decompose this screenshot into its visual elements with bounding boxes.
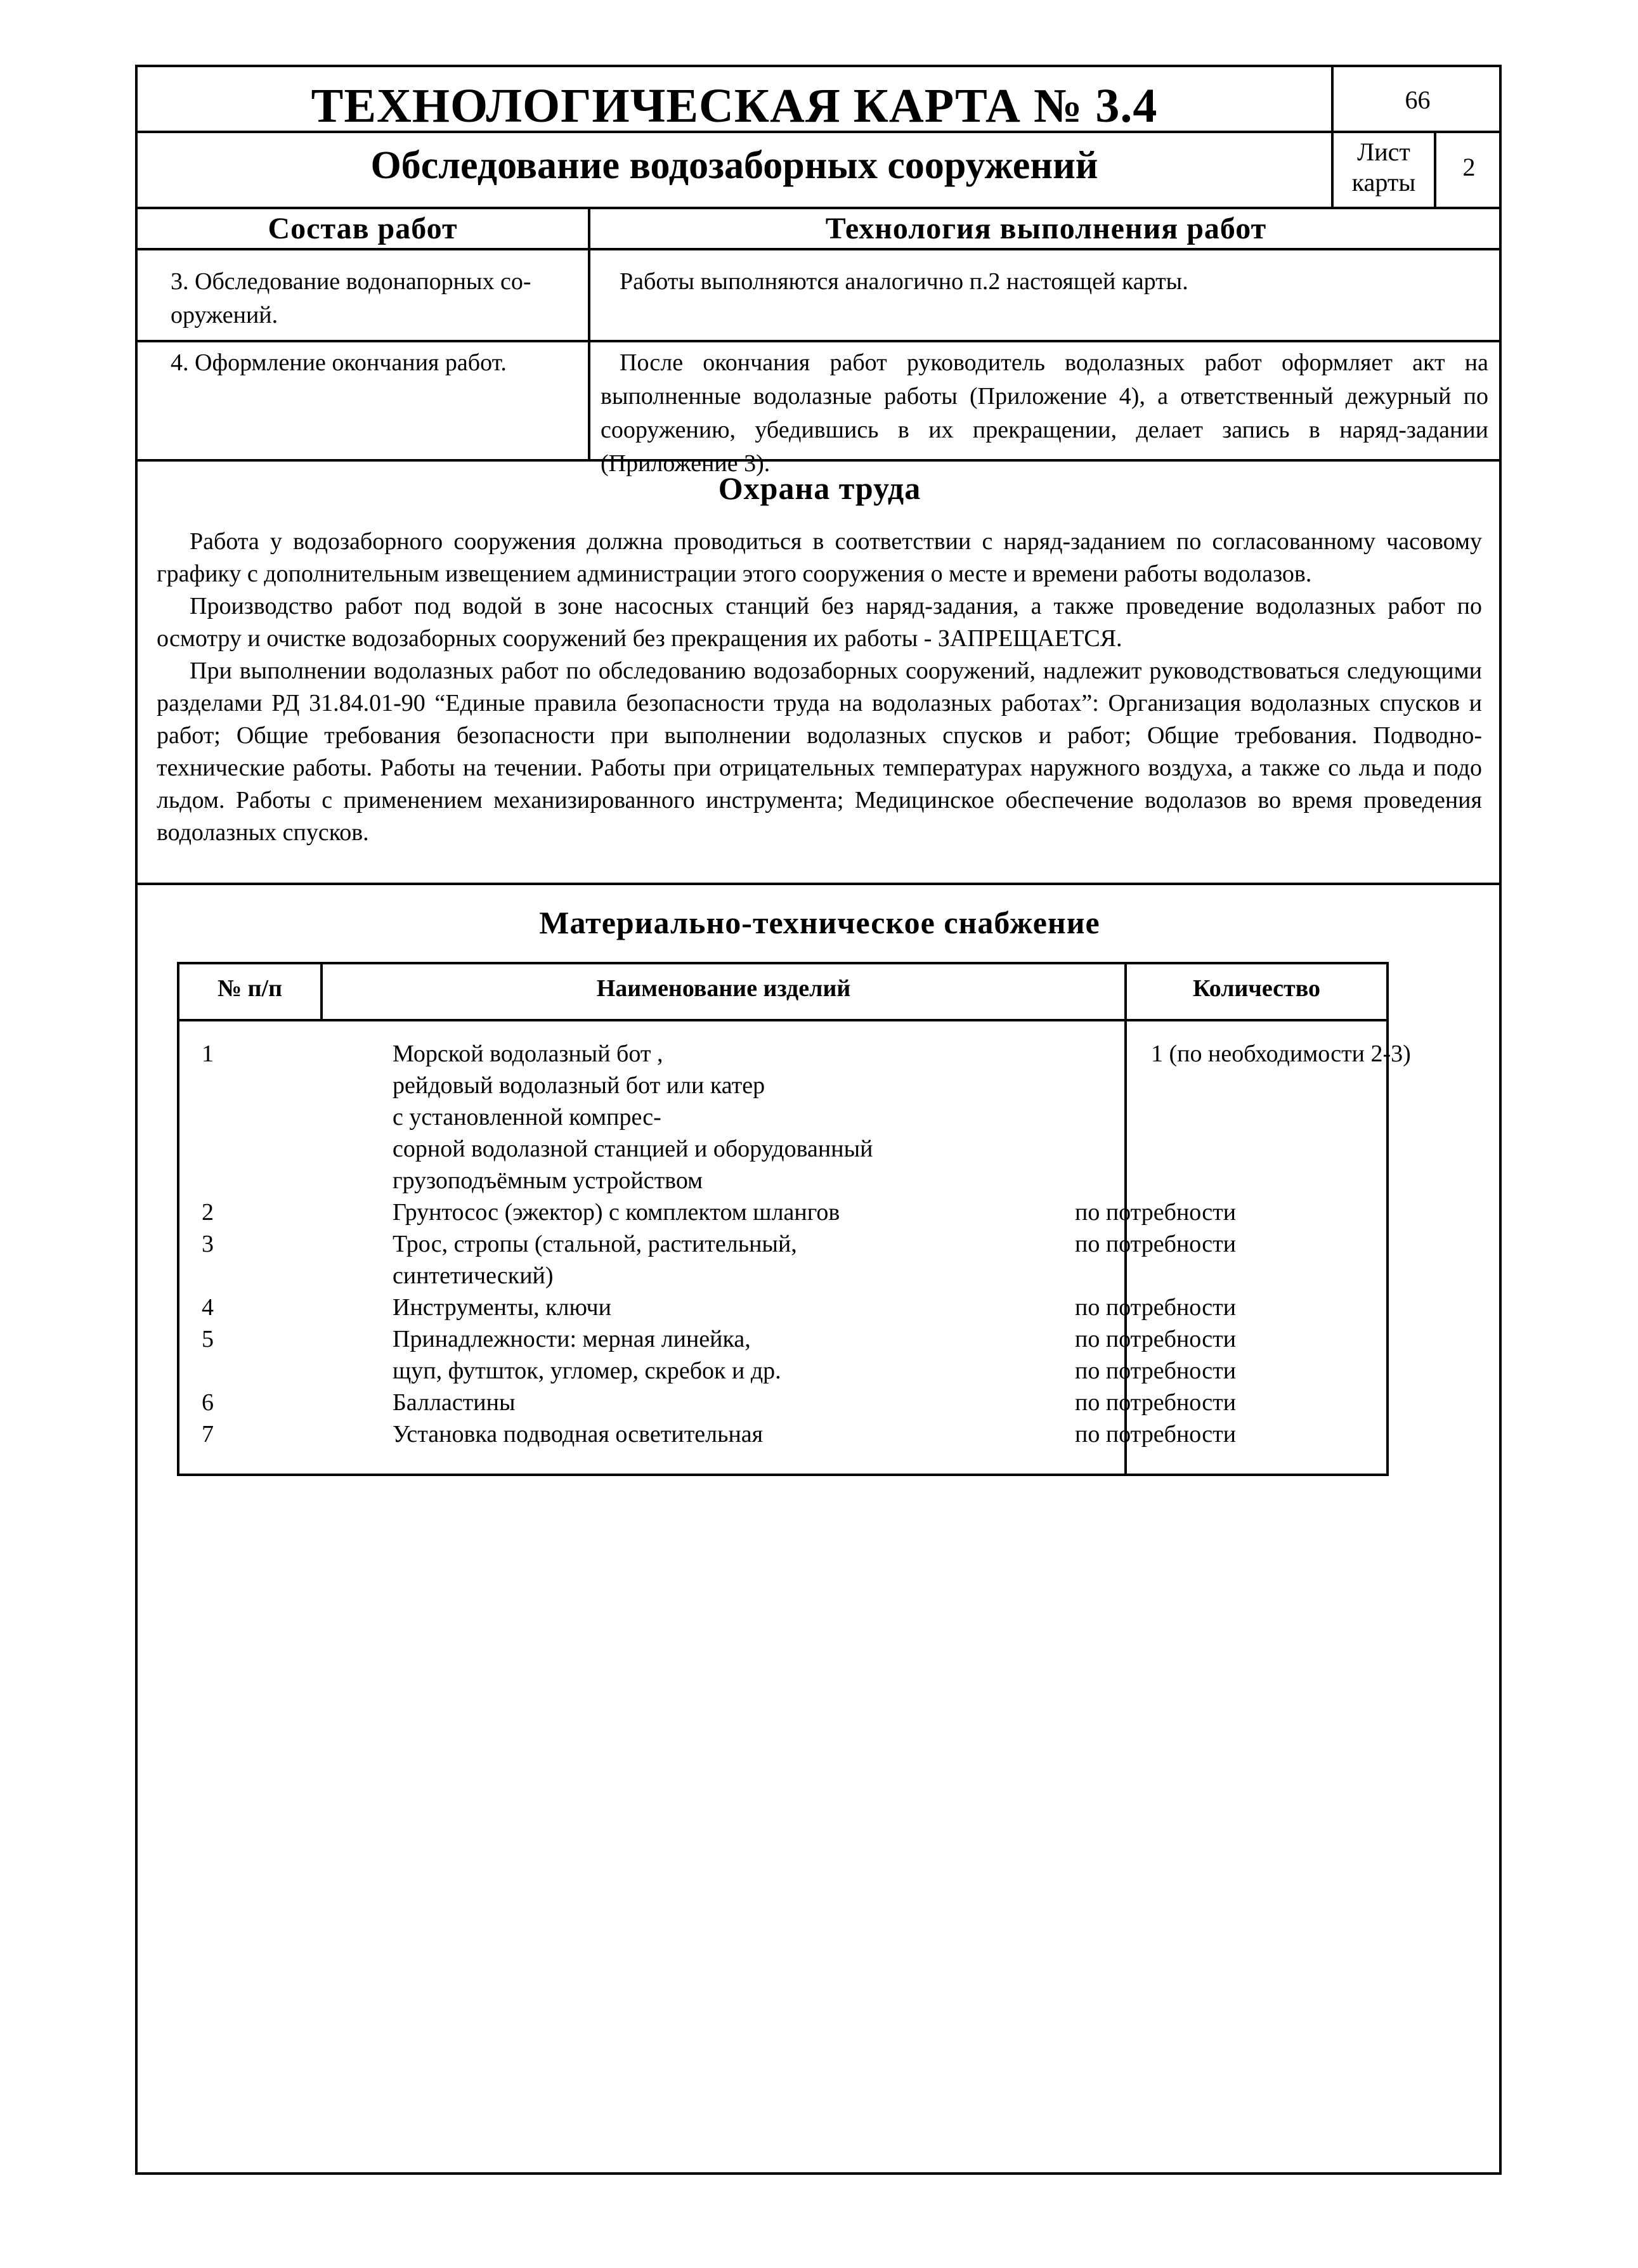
table-bottom-rule: [138, 459, 1499, 462]
safety-paragraph: Работа у водозаборного сооружения должна проводиться в соответствии с наряд-заданием по согласованному часовому графику с дополнительным извещением администрации этого сооружения о месте и времени работы водолазов.: [157, 528, 1482, 587]
supply-col-qty: Количество: [1193, 975, 1320, 1002]
supply-col-num: № п/п: [217, 975, 283, 1002]
page-number: 66: [1405, 86, 1431, 114]
document-frame: [135, 65, 1502, 2175]
safety-paragraph: При выполнении водолазных работ по обследованию водозаборных сооружений, надлежит руководствоваться следующими разделами РД 31.84.01-90 “Единые правила безопасности труда на водолазных работах”: Организация водолазных спусков и работ; Общие требования безопасности при выполнении водолазных спусков и работ; Общие требования. Подводно-технические работы. Работы на течении. Работы при отрицательных температурах наружного воздуха, а также со льда и подо льдом. Работы с применением механизированного инструмента; Медицинское обеспечение водолазов во время проведения водолазных спусков.: [157, 658, 1482, 846]
safety-paragraph: Производство работ под водой в зоне насосных станций без наряд-задания, а также проведение водолазных работ по осмотру и очистке водозаборных сооружений без прекращения их работы - ЗАПРЕЩАЕТСЯ.: [157, 593, 1482, 652]
work-row-1-work: 3. Обследование водонапорных со-оружений.: [171, 268, 531, 328]
sheet-label: Лист карты: [1351, 138, 1416, 197]
safety-title: Охрана труда: [718, 470, 921, 506]
safety-bottom-rule: [138, 883, 1499, 885]
work-row-2-tech: После окончания работ руководитель водолазных работ оформляет акт на выполненные водолазные работы (Приложение 4), а ответственный дежурный по сооружению, убедившись в их прекращении, делает запись в наряд-задании (Приложение 3).: [601, 349, 1488, 477]
sheet-number: 2: [1462, 153, 1476, 181]
col-work-header: Состав работ: [268, 212, 458, 245]
table-top-rule: [138, 207, 1499, 209]
safety-text: [157, 526, 1482, 849]
supply-head-rule: [179, 1019, 1386, 1021]
table-col-divider: [588, 207, 590, 459]
supply-col-name: Наименование изделий: [596, 975, 851, 1002]
work-row-rule: [138, 340, 1499, 342]
card-title: ТЕХНОЛОГИЧЕСКАЯ КАРТА № 3.4: [311, 79, 1158, 133]
work-row-2-work: 4. Оформление окончания работ.: [171, 349, 507, 376]
work-row-1-tech: Работы выполняются аналогично п.2 настоящей карты.: [620, 268, 1188, 295]
col-tech-header: Технология выполнения работ: [825, 212, 1267, 245]
header-rule: [138, 131, 1499, 133]
supply-table: № п/п Наименование изделий Количество 1 Морской водолазный бот , рейдовый водолазный бот или катер с установленной компрес- сорной водолазной станцией и оборудованный грузоподъёмным устройством 1 (по необходимости 2-3) 2 Грунтосос (эжектор) с комплектом шлангов по потребности 3 Трос, стропы (стальной, растительный, синтетический) по потребности 4 Инструменты, ключи по потребности 5 Принадлежности: мерная линейка, щуп, футшток, угломер, скребок и др. по потребности по потребности 6 Балластины по потребности 7 Установка подводная осветительная по потребности: [177, 962, 1389, 1476]
supply-title: Материально-техническое снабжение: [539, 905, 1100, 940]
supply-divider-1: [320, 964, 323, 1021]
table-head-rule: [138, 248, 1499, 250]
card-subtitle: Обследование водозаборных сооружений: [370, 144, 1098, 187]
